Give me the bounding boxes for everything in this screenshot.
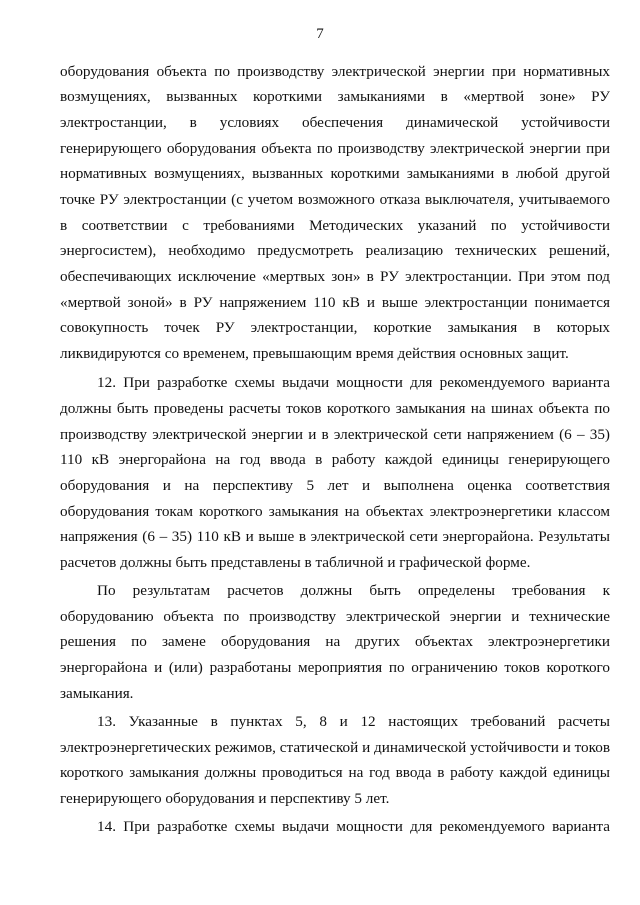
paragraph-results-first-line: По результатам расчетов должны быть определены требования к: [97, 582, 610, 599]
text-line: напряжения (6 – 35) 110 кВ и выше в электрической сети энергорайона. Результаты: [60, 528, 610, 545]
paragraph-13-first-line: 13. Указанные в пунктах 5, 8 и 12 настоящих требований расчеты: [97, 713, 610, 730]
paragraph-14-first-line: 14. При разработке схемы выдачи мощности для рекомендуемого варианта: [97, 818, 610, 835]
text-line: в соответствии с требованиями Методических указаний по устойчивости: [60, 217, 610, 234]
text-line: расчетов должны быть представлены в табличной и графической форме.: [60, 554, 531, 571]
text-line: электроэнергетических режимов, статической и динамической устойчивости и токов: [60, 739, 611, 756]
text-line: возмущениях, вызванных короткими замыканиями в «мертвой зоне» РУ: [60, 88, 610, 105]
text-line: «мертвой зоной» в РУ напряжением 110 кВ и выше электростанции понимается: [60, 294, 610, 311]
text-line: оборудования и на перспективу 5 лет и выполнена оценка соответствия: [60, 477, 610, 494]
text-line: обеспечивающих исключение «мертвых зон» в РУ электростанции. При этом под: [60, 268, 610, 285]
text-line: генерирующего оборудования объекта по производству электрической энергии при: [60, 140, 610, 157]
text-line: оборудования токам короткого замыкания на объектах электроэнергетики классом: [60, 503, 610, 520]
text-line: нормативных возмущениях, вызванных короткими замыканиями в любой другой: [60, 165, 610, 182]
text-line: электростанции, в условиях обеспечения динамической устойчивости: [60, 114, 610, 131]
text-line: замыкания.: [60, 685, 134, 702]
text-line: производству электрической энергии и в электрической сети напряжением (6 – 35): [60, 426, 610, 443]
text-line: 110 кВ энергорайона на год ввода в работу каждой единицы генерирующего: [60, 451, 610, 468]
text-line: короткого замыкания должны проводиться на год ввода в работу каждой единицы: [60, 764, 610, 781]
text-line: энергосистем), необходимо предусмотреть реализацию технических решений,: [60, 242, 610, 259]
text-line: оборудованию объекта по производству электрической энергии и технические: [60, 608, 610, 625]
paragraph-12-first-line: 12. При разработке схемы выдачи мощности для рекомендуемого варианта: [97, 374, 610, 391]
text-line: генерирующего оборудования и перспективу 5 лет.: [60, 790, 390, 807]
text-line: ликвидируются со временем, превышающим время действия основных защит.: [60, 345, 569, 362]
text-line: должны быть проведены расчеты токов короткого замыкания на шинах объекта по: [60, 400, 610, 417]
text-line: энергорайона и (или) разработаны мероприятия по ограничению токов короткого: [60, 659, 610, 676]
text-line: решения по замене оборудования на других объектах электроэнергетики: [60, 633, 610, 650]
text-line: оборудования объекта по производству электрической энергии при нормативных: [60, 63, 610, 80]
text-line: совокупность точек РУ электростанции, короткие замыкания в которых: [60, 319, 610, 336]
page-number: 7: [316, 26, 324, 42]
text-line: точке РУ электростанции (с учетом возможного отказа выключателя, учитываемого: [60, 191, 610, 208]
